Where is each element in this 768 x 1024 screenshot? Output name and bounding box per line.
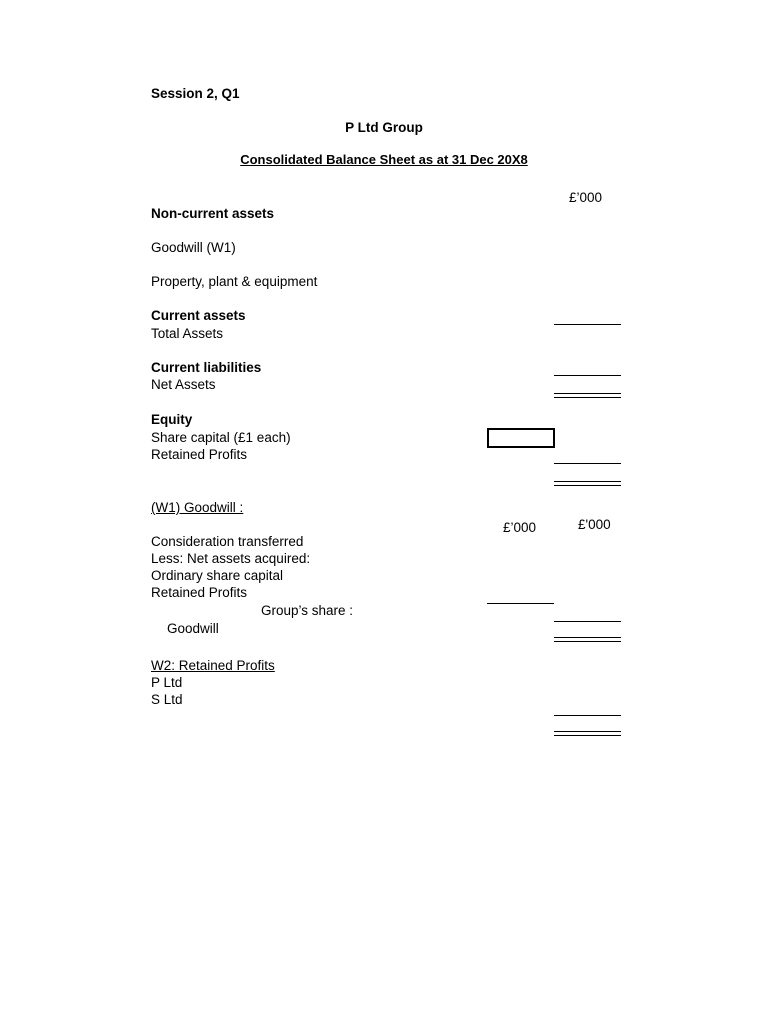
- groups-share-line: Group’s share :: [261, 603, 354, 618]
- w1-retained-profits-line: Retained Profits: [151, 585, 248, 600]
- current-liabilities-heading: Current liabilities: [151, 360, 262, 375]
- goodwill-line: Goodwill (W1): [151, 240, 236, 255]
- company-title: P Ltd Group: [345, 120, 423, 135]
- p-ltd-line: P Ltd: [151, 675, 183, 690]
- equity-double-rule: [554, 481, 621, 486]
- w1-double-rule: [554, 637, 621, 642]
- w1-goodwill-line: Goodwill: [167, 621, 219, 636]
- ppe-line: Property, plant & equipment: [151, 274, 318, 289]
- s-ltd-line: S Ltd: [151, 692, 183, 707]
- retained-profits-line: Retained Profits: [151, 447, 248, 462]
- equity-subtotal-rule: [554, 463, 621, 464]
- w1-col1-heading: £’000: [503, 520, 537, 535]
- w1-col2-heading: £'000: [578, 517, 611, 532]
- w1-goodwill-rule: [554, 621, 621, 622]
- statement-title: Consolidated Balance Sheet as at 31 Dec 20X8: [240, 152, 528, 167]
- w2-heading: W2: Retained Profits: [151, 658, 275, 673]
- net-assets-rule: [554, 375, 621, 376]
- consideration-line: Consideration transferred: [151, 534, 304, 549]
- total-assets-rule: [554, 324, 621, 325]
- total-assets-line: Total Assets: [151, 326, 224, 341]
- net-assets-line: Net Assets: [151, 377, 216, 392]
- w2-double-rule: [554, 731, 621, 736]
- session-label: Session 2, Q1: [151, 86, 240, 101]
- share-capital-line: Share capital (£1 each): [151, 430, 291, 445]
- w2-subtotal-rule: [554, 715, 621, 716]
- equity-heading: Equity: [151, 412, 193, 427]
- net-assets-double-rule: [554, 393, 621, 398]
- w1-subtotal-rule: [487, 603, 554, 604]
- less-net-assets-line: Less: Net assets acquired:: [151, 551, 311, 566]
- non-current-assets-heading: Non-current assets: [151, 206, 275, 221]
- ordinary-share-capital-line: Ordinary share capital: [151, 568, 284, 583]
- current-assets-heading: Current assets: [151, 308, 246, 323]
- currency-heading: £’000: [569, 190, 603, 205]
- selected-cell[interactable]: [487, 428, 555, 448]
- w1-heading: (W1) Goodwill :: [151, 500, 244, 515]
